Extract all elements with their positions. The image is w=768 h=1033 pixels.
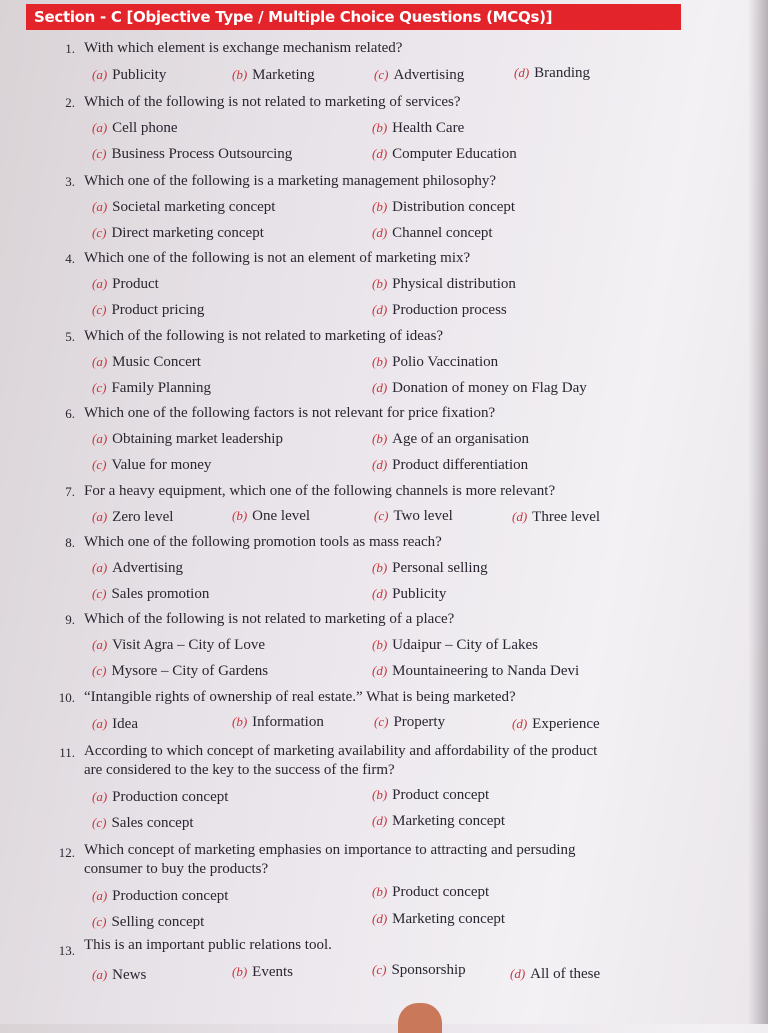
question-number: 5. — [65, 329, 75, 344]
option-letter: (c) — [374, 67, 389, 82]
option-a[interactable] — [92, 276, 159, 293]
option-text: Polio Vaccination — [392, 354, 499, 370]
option-a[interactable] — [92, 888, 228, 905]
option-text: Branding — [534, 65, 590, 81]
option-letter: (a) — [92, 509, 108, 524]
option-letter: (d) — [372, 813, 388, 828]
option-text: Business Process Outsourcing — [111, 146, 293, 162]
option-d[interactable] — [514, 65, 590, 82]
option-letter: (a) — [92, 716, 108, 731]
option-text: Direct marketing concept — [111, 225, 264, 241]
option-letter: (c) — [92, 146, 107, 161]
option-letter: (a) — [92, 199, 108, 214]
question-number: 12. — [58, 845, 75, 860]
option-d[interactable] — [372, 225, 493, 242]
option-b[interactable] — [372, 884, 489, 901]
option-letter: (d) — [372, 225, 388, 240]
option-d[interactable] — [372, 302, 507, 319]
option-letter: (b) — [372, 884, 388, 899]
option-c[interactable] — [372, 962, 466, 979]
option-b[interactable] — [372, 120, 464, 137]
option-c[interactable] — [374, 508, 453, 525]
option-letter: (b) — [372, 787, 388, 802]
option-text: Production concept — [112, 888, 229, 904]
option-a[interactable] — [92, 199, 275, 216]
question-text: Which one of the following promotion tools as mass reach? — [84, 534, 442, 550]
question-text-line-2: consumer to buy the products? — [84, 861, 269, 877]
option-text: Product concept — [392, 884, 490, 900]
option-letter: (c) — [92, 914, 107, 929]
option-b[interactable] — [232, 67, 315, 84]
option-d[interactable] — [512, 509, 600, 526]
option-text: Cell phone — [112, 120, 178, 136]
option-text: Experience — [532, 716, 600, 732]
option-letter: (d) — [372, 380, 388, 395]
question-number: 4. — [65, 251, 75, 266]
option-a[interactable] — [92, 354, 201, 371]
option-c[interactable] — [92, 302, 204, 319]
question-number: 11. — [59, 745, 75, 760]
finger — [398, 1003, 442, 1033]
option-text: Product pricing — [111, 302, 205, 318]
option-b[interactable] — [372, 560, 488, 577]
question-number: 2. — [65, 95, 75, 110]
question-text-line-2: are considered to the key to the success of the firm? — [84, 762, 395, 778]
option-text: Obtaining market leadership — [112, 431, 283, 447]
option-c[interactable] — [92, 225, 264, 242]
option-letter: (c) — [92, 586, 107, 601]
option-a[interactable] — [92, 431, 283, 448]
question-number: 7. — [65, 484, 75, 499]
option-text: Age of an organisation — [392, 431, 529, 447]
option-text: Product differentiation — [392, 457, 529, 473]
option-b[interactable] — [232, 508, 310, 525]
option-letter: (d) — [514, 65, 530, 80]
option-c[interactable] — [92, 815, 194, 832]
option-letter: (a) — [92, 431, 108, 446]
option-c[interactable] — [92, 914, 204, 931]
option-b[interactable] — [372, 431, 529, 448]
option-text: News — [112, 967, 147, 983]
option-letter: (c) — [374, 714, 389, 729]
option-text: Product — [112, 276, 159, 292]
question-number: 10. — [58, 690, 75, 705]
option-text: Personal selling — [392, 560, 488, 576]
option-b[interactable] — [372, 276, 516, 293]
question-number: 1. — [65, 41, 75, 56]
question-number: 13. — [58, 943, 75, 958]
option-letter: (a) — [92, 560, 108, 575]
option-b[interactable] — [372, 199, 515, 216]
section-title: Section - C [Objective Type / Multiple Choice Questions (MCQs)] — [26, 4, 681, 30]
option-c[interactable] — [92, 146, 292, 163]
option-d[interactable] — [510, 966, 600, 983]
option-text: Sales concept — [111, 815, 194, 831]
option-text: Three level — [532, 509, 601, 525]
option-text: Music Concert — [112, 354, 201, 370]
option-letter: (a) — [92, 276, 108, 291]
option-text: Product concept — [392, 787, 490, 803]
option-letter: (a) — [92, 637, 108, 652]
option-letter: (b) — [232, 508, 248, 523]
option-letter: (b) — [372, 354, 388, 369]
option-a[interactable] — [92, 716, 138, 733]
option-c[interactable] — [92, 457, 211, 474]
option-text: Idea — [112, 716, 138, 732]
option-letter: (d) — [372, 663, 388, 678]
option-letter: (c) — [374, 508, 389, 523]
option-letter: (b) — [232, 714, 248, 729]
option-d[interactable] — [372, 586, 446, 603]
option-text: Sponsorship — [391, 962, 466, 978]
option-c[interactable] — [92, 586, 209, 603]
option-b[interactable] — [372, 354, 498, 371]
question-text: For a heavy equipment, which one of the following channels is more relevant? — [84, 483, 556, 499]
option-a[interactable] — [92, 967, 146, 984]
option-text: All of these — [530, 966, 601, 982]
question-text: Which of the following is not related to marketing of a place? — [84, 611, 455, 627]
option-text: Donation of money on Flag Day — [392, 380, 587, 396]
option-b[interactable] — [232, 714, 324, 731]
option-d[interactable] — [372, 813, 505, 830]
option-letter: (b) — [372, 560, 388, 575]
question-text: Which of the following is not related to marketing of ideas? — [84, 328, 444, 344]
option-text: One level — [252, 508, 311, 524]
option-letter: (c) — [92, 457, 107, 472]
page-edge-shadow — [748, 0, 768, 1024]
option-c[interactable] — [92, 663, 268, 680]
question-text: Which concept of marketing emphasies on importance to attracting and persuding — [84, 842, 576, 858]
question-number: 3. — [65, 174, 75, 189]
option-letter: (a) — [92, 888, 108, 903]
option-d[interactable] — [372, 380, 587, 397]
option-c[interactable] — [374, 714, 445, 731]
question-number: 8. — [65, 535, 75, 550]
option-letter: (d) — [372, 457, 388, 472]
option-letter: (d) — [372, 146, 388, 161]
option-text: Publicity — [392, 586, 447, 602]
option-letter: (b) — [372, 637, 388, 652]
option-b[interactable] — [372, 637, 538, 654]
question-number: 6. — [65, 406, 75, 421]
option-text: Family Planning — [111, 380, 212, 396]
option-text: Production concept — [112, 789, 229, 805]
option-text: Visit Agra – City of Love — [112, 637, 266, 653]
option-letter: (d) — [372, 911, 388, 926]
option-d[interactable] — [372, 663, 579, 680]
option-letter: (c) — [372, 962, 387, 977]
option-a[interactable] — [92, 789, 228, 806]
option-a[interactable] — [92, 67, 166, 84]
option-text: Mountaineering to Nanda Devi — [392, 663, 580, 679]
option-text: Channel concept — [392, 225, 493, 241]
option-letter: (b) — [232, 67, 248, 82]
option-letter: (b) — [372, 431, 388, 446]
question-text: Which one of the following is not an element of marketing mix? — [84, 250, 471, 266]
option-letter: (c) — [92, 302, 107, 317]
option-a[interactable] — [92, 560, 183, 577]
option-text: Health Care — [392, 120, 465, 136]
option-letter: (d) — [510, 966, 526, 981]
option-text: Sales promotion — [111, 586, 210, 602]
option-letter: (b) — [372, 199, 388, 214]
option-letter: (d) — [512, 716, 528, 731]
question-text: According to which concept of marketing availability and affordability of the product — [84, 743, 598, 759]
option-text: Marketing — [252, 67, 315, 83]
question-text: This is an important public relations tool. — [84, 937, 332, 953]
option-text: Information — [252, 714, 324, 730]
option-letter: (c) — [92, 225, 107, 240]
question-number: 9. — [65, 612, 75, 627]
option-letter: (a) — [92, 67, 108, 82]
option-a[interactable] — [92, 509, 173, 526]
option-letter: (a) — [92, 120, 108, 135]
option-d[interactable] — [372, 911, 505, 928]
option-text: Udaipur – City of Lakes — [392, 637, 538, 653]
option-letter: (b) — [232, 964, 248, 979]
option-text: Selling concept — [111, 914, 205, 930]
option-letter: (c) — [92, 663, 107, 678]
option-letter: (a) — [92, 967, 108, 982]
option-d[interactable] — [372, 146, 517, 163]
question-text: With which element is exchange mechanism related? — [84, 40, 403, 56]
option-text: Computer Education — [392, 146, 517, 162]
option-d[interactable] — [512, 716, 600, 733]
option-text: Property — [393, 714, 446, 730]
option-text: Advertising — [393, 67, 465, 83]
question-text: Which one of the following factors is not relevant for price fixation? — [84, 405, 496, 421]
option-text: Value for money — [111, 457, 212, 473]
option-letter: (a) — [92, 789, 108, 804]
option-letter: (b) — [372, 276, 388, 291]
option-text: Events — [252, 964, 293, 980]
option-a[interactable] — [92, 637, 265, 654]
question-text: Which of the following is not related to marketing of services? — [84, 94, 461, 110]
option-text: Two level — [393, 508, 453, 524]
option-text: Societal marketing concept — [112, 199, 276, 215]
option-d[interactable] — [372, 457, 528, 474]
question-text: Which one of the following is a marketing management philosophy? — [84, 173, 496, 189]
option-letter: (b) — [372, 120, 388, 135]
option-letter: (a) — [92, 354, 108, 369]
option-text: Mysore – City of Gardens — [111, 663, 269, 679]
option-c[interactable] — [374, 67, 464, 84]
option-letter: (d) — [512, 509, 528, 524]
option-text: Production process — [392, 302, 507, 318]
option-letter: (d) — [372, 302, 388, 317]
option-b[interactable] — [372, 787, 489, 804]
option-text: Zero level — [112, 509, 174, 525]
option-text: Physical distribution — [392, 276, 516, 292]
option-text: Advertising — [112, 560, 183, 576]
option-b[interactable] — [232, 964, 293, 981]
option-a[interactable] — [92, 120, 178, 137]
option-letter: (c) — [92, 380, 107, 395]
question-text: “Intangible rights of ownership of real estate.” What is being marketed? — [84, 689, 516, 705]
option-letter: (c) — [92, 815, 107, 830]
option-letter: (d) — [372, 586, 388, 601]
option-c[interactable] — [92, 380, 211, 397]
option-text: Marketing concept — [392, 813, 506, 829]
option-text: Marketing concept — [392, 911, 506, 927]
option-text: Publicity — [112, 67, 167, 83]
option-text: Distribution concept — [392, 199, 516, 215]
